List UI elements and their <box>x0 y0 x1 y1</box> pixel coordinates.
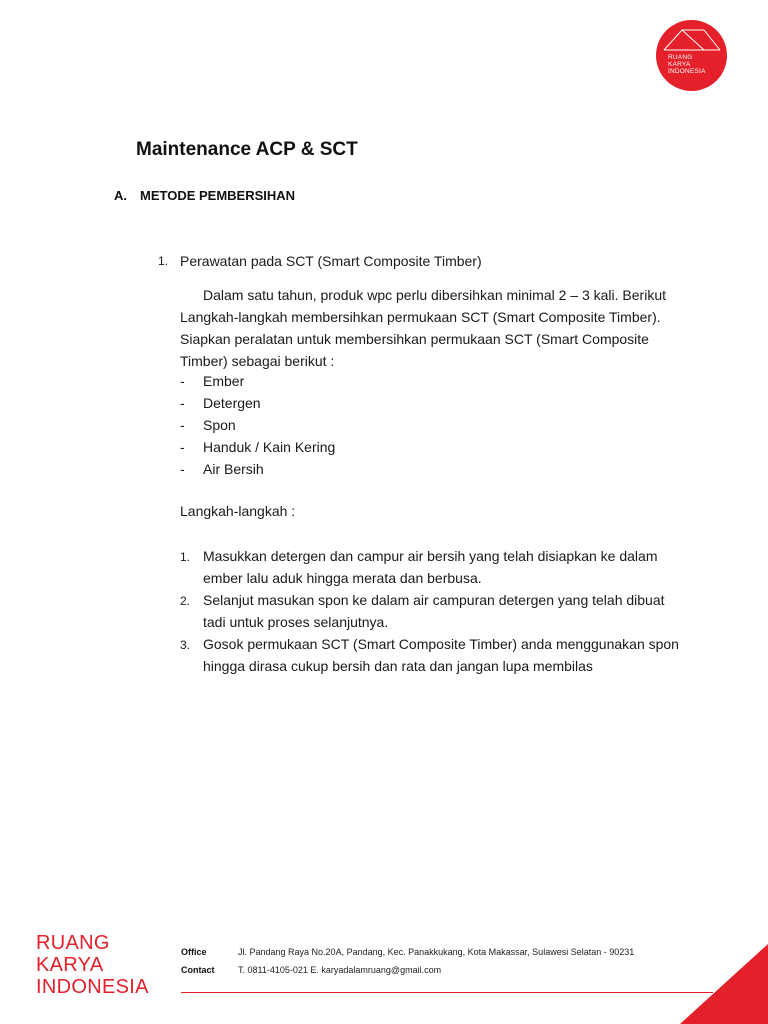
intro-paragraph <box>180 284 680 372</box>
step-text: Gosok permukaan SCT (Smart Composite Timber) anda menggunakan spon hingga dirasa cukup bersih dan rata dan jangan lupa membilas <box>203 636 679 674</box>
list-item <box>180 545 680 589</box>
brand-line: INDONESIA <box>36 976 149 998</box>
bullet-marker: - <box>180 373 185 389</box>
step-text: Masukkan detergen dan campur air bersih yang telah disiapkan ke dalam ember lalu aduk hingga merata dan berbusa. <box>203 548 658 586</box>
step-number: 3. <box>180 638 191 652</box>
bullet-text: Detergen <box>203 395 261 411</box>
item-number: 1. <box>158 254 169 268</box>
section-label: METODE PEMBERSIHAN <box>140 188 296 203</box>
bullet-marker: - <box>180 395 185 411</box>
corner-triangle-icon <box>680 944 768 1024</box>
intro-text: Dalam satu tahun, produk wpc perlu dibersihkan minimal 2 – 3 kali. Berikut Langkah-langkah membersihkan permukaan SCT (Smart Composite Timber). Siapkan peralatan untuk membersihkan permukaan SCT (Smart Composite Timber) sebagai berikut : <box>180 287 667 369</box>
brand-line: RUANG <box>36 932 110 954</box>
section-number: A. <box>114 188 127 203</box>
section-heading <box>114 188 295 203</box>
steps-list <box>180 545 680 677</box>
bullet-marker: - <box>180 417 185 433</box>
brand-line: KARYA <box>36 954 104 976</box>
contact-label: Contact <box>181 965 215 975</box>
list-item <box>180 633 680 677</box>
bullet-text: Handuk / Kain Kering <box>203 439 336 455</box>
steps-label: Langkah-langkah : <box>180 503 296 519</box>
office-label: Office <box>181 947 207 957</box>
bullet-text: Spon <box>203 417 236 433</box>
bullet-text: Air Bersih <box>203 461 264 477</box>
step-number: 1. <box>180 550 191 564</box>
step-number: 2. <box>180 594 191 608</box>
footer-divider <box>181 992 713 993</box>
contact-details: T. 0811-4105-021 E. karyadalamruang@gmail.com <box>238 965 442 975</box>
bullet-text: Ember <box>203 373 245 389</box>
logo <box>656 20 727 91</box>
page-title: Maintenance ACP & SCT <box>136 139 358 160</box>
bullet-marker: - <box>180 461 185 477</box>
bullet-marker: - <box>180 439 185 455</box>
item-label: Perawatan pada SCT (Smart Composite Timber) <box>180 253 482 269</box>
footer-brand <box>36 932 149 998</box>
step-text: Selanjut masukan spon ke dalam air campuran detergen yang telah dibuat tadi untuk proses selanjutnya. <box>203 592 665 630</box>
logo-text: RUANG KARYA INDONESIA <box>668 54 706 75</box>
office-address: Jl. Pandang Raya No.20A, Pandang, Kec. Panakkukang, Kota Makassar, Sulawesi Selatan - 90231 <box>238 947 635 957</box>
list-item <box>180 589 680 633</box>
